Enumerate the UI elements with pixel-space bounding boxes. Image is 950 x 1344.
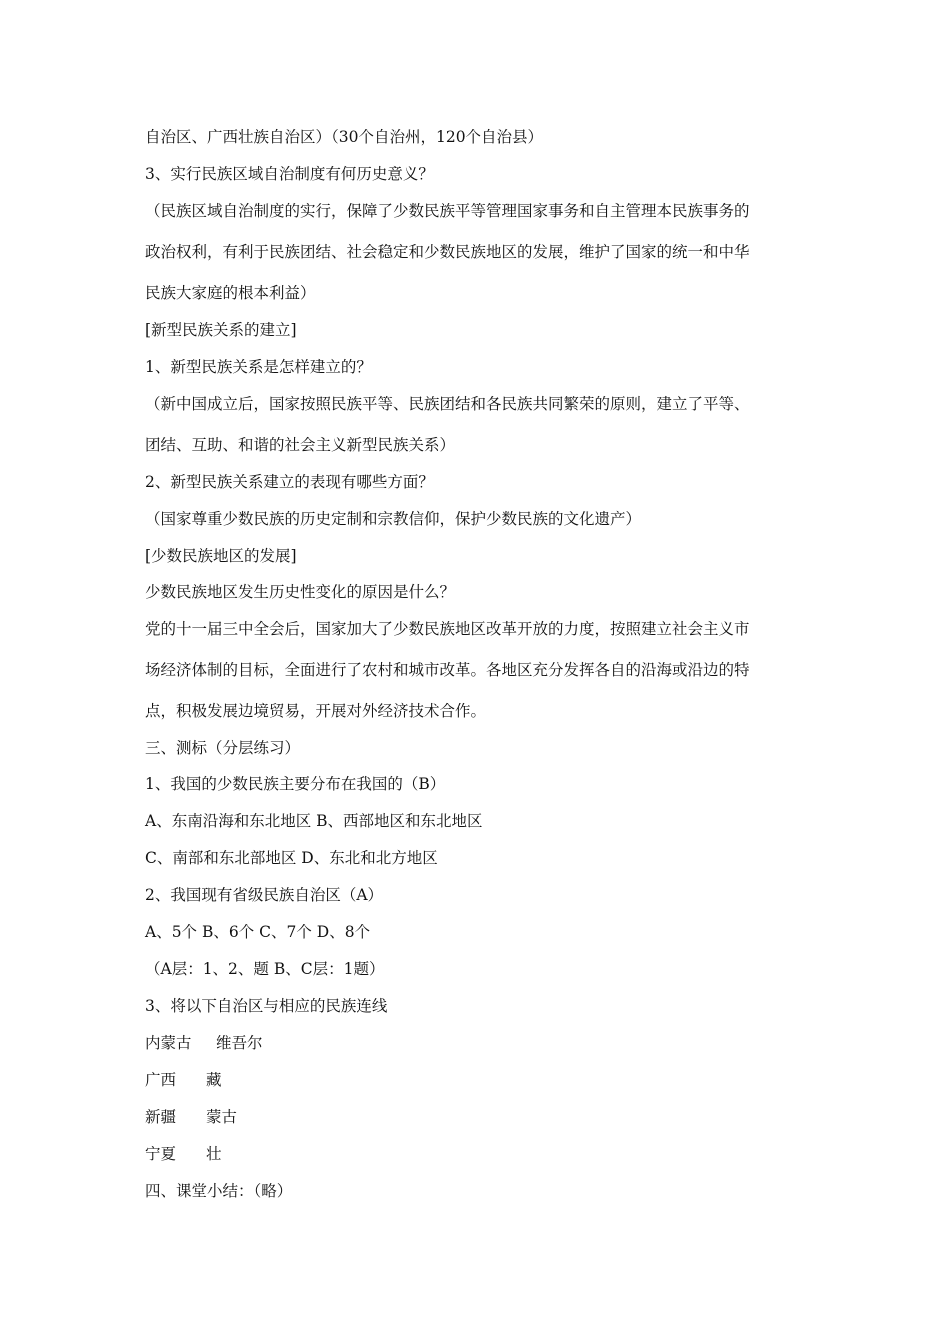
question-heading: 1、新型民族关系是怎样建立的？ [145, 358, 372, 376]
matching-ethnic: 蒙古 [206, 1108, 238, 1126]
answer-text: （国家尊重少数民族的历史定制和宗教信仰，保护少数民族的文化遗产） [145, 510, 642, 528]
exercise-options: C、南部和东北部地区 D、东北和北方地区 [145, 849, 438, 867]
question-heading: 少数民族地区发生历史性变化的原因是什么？ [145, 583, 456, 601]
section-heading: [少数民族地区的发展] [145, 547, 297, 565]
answer-text: 政治权利，有利于民族团结、社会稳定和少数民族地区的发展，维护了国家的统一和中华 [145, 243, 750, 261]
exercise-options: A、5个 B、6个 C、7个 D、8个 [145, 923, 371, 941]
exercise-question: 1、我国的少数民族主要分布在我国的（B） [145, 775, 446, 793]
matching-ethnic: 藏 [206, 1071, 222, 1089]
text-line: 自治区、广西壮族自治区）（30个自治州，120个自治县） [145, 128, 544, 146]
matching-ethnic: 壮 [206, 1145, 222, 1163]
question-heading: 2、新型民族关系建立的表现有哪些方面？ [145, 473, 434, 491]
answer-text: 场经济体制的目标，全面进行了农村和城市改革。各地区充分发挥各自的沿海或沿边的特 [145, 661, 750, 679]
answer-text: （民族区域自治制度的实行，保障了少数民族平等管理国家事务和自主管理本民族事务的 [145, 202, 750, 220]
section-heading: 三、测标（分层练习） [145, 739, 301, 757]
answer-text: （新中国成立后，国家按照民族平等、民族团结和各民族共同繁荣的原则，建立了平等、 [145, 395, 750, 413]
exercise-question: 2、我国现有省级民族自治区（A） [145, 886, 384, 904]
level-note: （A层：1、2、题 B、C层：1题） [145, 960, 385, 978]
matching-ethnic: 维吾尔 [216, 1034, 263, 1052]
exercise-question: 3、将以下自治区与相应的民族连线 [145, 997, 388, 1015]
matching-region: 广西 [145, 1071, 177, 1089]
question-heading: 3、实行民族区域自治制度有何历史意义？ [145, 165, 434, 183]
answer-text: 点，积极发展边境贸易，开展对外经济技术合作。 [145, 702, 487, 720]
matching-region: 宁夏 [145, 1145, 177, 1163]
exercise-options: A、东南沿海和东北地区 B、西部地区和东北地区 [145, 812, 483, 830]
summary-heading: 四、课堂小结：（略） [145, 1182, 293, 1200]
answer-text: 党的十一届三中全会后，国家加大了少数民族地区改革开放的力度，按照建立社会主义市 [145, 620, 750, 638]
matching-region: 内蒙古 [145, 1034, 192, 1052]
section-heading: [新型民族关系的建立] [145, 321, 297, 339]
matching-region: 新疆 [145, 1108, 177, 1126]
answer-text: 团结、互助、和谐的社会主义新型民族关系） [145, 436, 456, 454]
answer-text: 民族大家庭的根本利益） [145, 284, 316, 302]
